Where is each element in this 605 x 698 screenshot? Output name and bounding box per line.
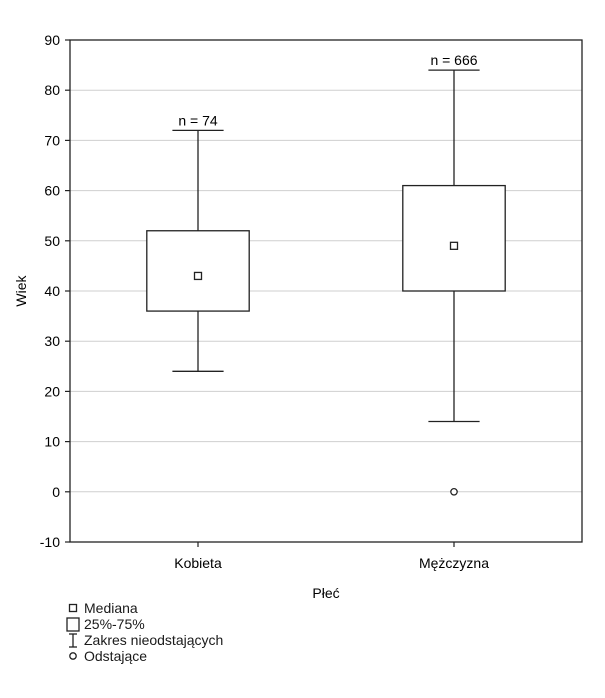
x-axis: [174, 542, 489, 571]
outlier-point: [451, 489, 457, 495]
y-tick-label: 30: [44, 333, 60, 350]
legend-item-outlier: [66, 648, 223, 664]
y-axis: [40, 32, 70, 550]
legend-item-box: [66, 616, 223, 632]
y-tick-label: 50: [44, 232, 60, 249]
box-group: [403, 52, 505, 495]
whisker-marker-icon: [66, 633, 80, 648]
x-axis-label: Płeć: [312, 585, 340, 601]
box-marker-icon: [66, 617, 80, 632]
iqr-box: [147, 231, 249, 311]
y-tick-label: 90: [44, 32, 60, 48]
legend-item-whisker: [66, 632, 223, 648]
x-tick-label: Mężczyzna: [418, 555, 490, 571]
median-marker: [195, 272, 202, 279]
y-tick-label: 20: [44, 383, 60, 400]
legend-label-whisker: Zakres nieodstających: [84, 632, 224, 648]
iqr-box: [403, 186, 505, 291]
n-label: n = 666: [430, 52, 478, 69]
median-marker-icon: [66, 603, 80, 613]
y-tick-label: 80: [44, 82, 60, 99]
legend-label-box: 25%-75%: [84, 616, 145, 632]
y-tick-label: -10: [39, 534, 60, 550]
legend-label-outlier: Odstające: [84, 648, 148, 664]
y-axis-label: Wiek: [13, 275, 29, 307]
box-group: [147, 112, 249, 371]
y-tick-label: 0: [52, 483, 60, 500]
legend-item-median: [66, 600, 223, 616]
legend: [66, 600, 223, 664]
n-label: n = 74: [178, 112, 218, 129]
y-tick-label: 10: [44, 433, 60, 450]
x-tick-label: Kobieta: [174, 555, 222, 571]
legend-label-median: Mediana: [84, 600, 138, 616]
y-tick-label: 60: [44, 182, 60, 199]
y-tick-label: 40: [44, 283, 60, 299]
y-tick-label: 70: [44, 132, 60, 149]
median-marker: [451, 242, 458, 249]
outlier-marker-icon: [66, 651, 80, 661]
boxes: [147, 52, 505, 495]
